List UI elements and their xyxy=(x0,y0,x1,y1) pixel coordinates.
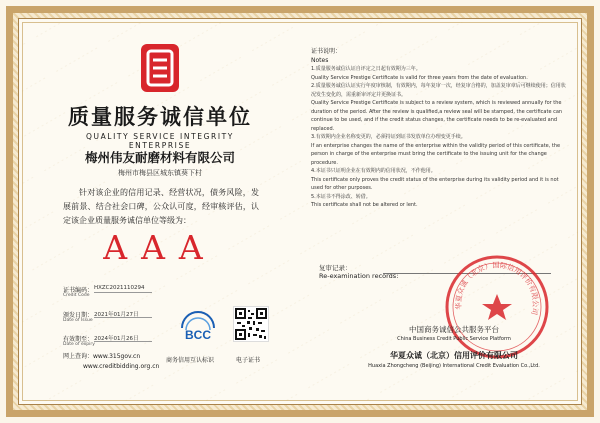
certification-statement: 针对该企业的信用记录、经营状况，债务风险，发展前景、结合社会口碑，公众认可度，经审核评估，认定该企业质量服务诚信单位等级为： xyxy=(63,188,259,225)
expiry-date-label: 有效期至： xyxy=(63,336,94,343)
notes-item: 4.本证书只证明企业在有效期内的信用状况，不作他用。 xyxy=(311,168,436,174)
cert-no-label-en: Credit Code xyxy=(63,293,90,298)
notes-section xyxy=(311,48,566,210)
company-address: 梅州市梅县区城东镇葵下村 xyxy=(118,169,202,177)
company-name: 梅州伟友耐磨材料有限公司 xyxy=(84,150,235,165)
cert-no-underline xyxy=(94,292,152,293)
issuer-name-en: Huaxia Zhongcheng (Beijing) International Credit Evaluation Co.,Ltd. xyxy=(368,363,540,369)
cert-no-value: HXZC2021110294 xyxy=(94,285,145,291)
notes-title-en: Notes xyxy=(311,56,329,64)
bcc-logo-caption: 商务信用互认标识 xyxy=(166,357,215,364)
notes-item: If an enterprise changes the name of the enterprise within the validity period of this certificate, the person in charge of the enterprise must bring the certificate to the issuing unit for the change procedure. xyxy=(311,142,561,166)
expiry-date-underline xyxy=(94,341,152,342)
issuer-name: 华夏众诚（北京）信用评价有限公司 xyxy=(390,351,518,360)
qr-code-caption: 电子证书 xyxy=(236,357,261,364)
qr-code-icon[interactable] xyxy=(233,306,269,342)
issue-date-underline xyxy=(94,317,152,318)
notes-item: Quality Service Prestige Certificate is subject to a review system, which is reviewed annually for the duration of the period. After the review is qualified,a review seal will be stamped, the certificate can continue to be used, and if the credit status changes, the certificate needs to be re-evaluated and replaced. xyxy=(311,100,563,132)
notes-item: 2.质量服务诚信认证实行年度审核制，有效期内，每年复审一次，经复审合格的，加盖复审章后可继续使用；信用状况发生变化的，需重新审评定并更换证书。 xyxy=(311,83,566,98)
official-seal-icon xyxy=(442,252,552,362)
reexam-section xyxy=(319,263,398,280)
notes-title: 证书说明： xyxy=(311,48,342,55)
notes-item: 3.有效期内企业名称变更的，必须持证到证书发放单位办理变更手续。 xyxy=(311,134,466,140)
notes-item: 1.质量服务诚信认证自评定之日起有效期为三年。 xyxy=(311,66,421,72)
certificate-title-en: QUALITY SERVICE INTEGRITY ENTERPRISE xyxy=(85,132,234,150)
seal-text: 华夏众诚（北京）国际信用评价有限公司 xyxy=(453,260,541,316)
notes-item: This certificate shall not be altered or lent. xyxy=(311,202,418,208)
platform-name: 中国商务诚信公共服务平台 xyxy=(409,325,499,334)
online-query-label: 网上查询： xyxy=(63,353,94,360)
notes-item: 5.本证书不得涂改、转借。 xyxy=(311,193,371,200)
query-site-link[interactable]: www.315gov.cn xyxy=(93,353,141,360)
issue-date-value: 2021年01月27日 xyxy=(94,312,139,318)
credit-grade: AAA xyxy=(103,228,217,267)
platform-name-en: China Business Credit Public Service Platform xyxy=(397,336,511,342)
reexam-label: 复审记录： xyxy=(319,264,352,272)
issue-date-label-en: Date of Issue xyxy=(63,318,93,323)
reexam-label-en: Re-examination records: xyxy=(319,272,399,280)
issue-date-label: 颁发日期： xyxy=(63,312,94,319)
notes-item: This certificate only proves the credit status of the enterprise during its validity period and it is not used for other purposes. xyxy=(311,176,559,191)
query-site-link-2[interactable]: www.creditbidding.org.cn xyxy=(83,363,160,370)
bcc-logo xyxy=(176,308,220,346)
expiry-date-label-en: Date of expiry xyxy=(63,342,95,347)
bcc-logo-text: BCC xyxy=(185,328,211,342)
credit-logo-icon xyxy=(139,42,181,94)
cert-no-label: 证书编码： xyxy=(63,287,94,294)
certificate-title: 质量服务诚信单位 xyxy=(68,104,252,129)
notes-item: Quality Service Prestige Certificate is valid for three years from the date of evaluation. xyxy=(311,74,528,81)
online-query xyxy=(63,352,159,372)
expiry-date-value: 2024年01月26日 xyxy=(94,336,139,342)
bcc-emblem-icon xyxy=(176,308,220,346)
